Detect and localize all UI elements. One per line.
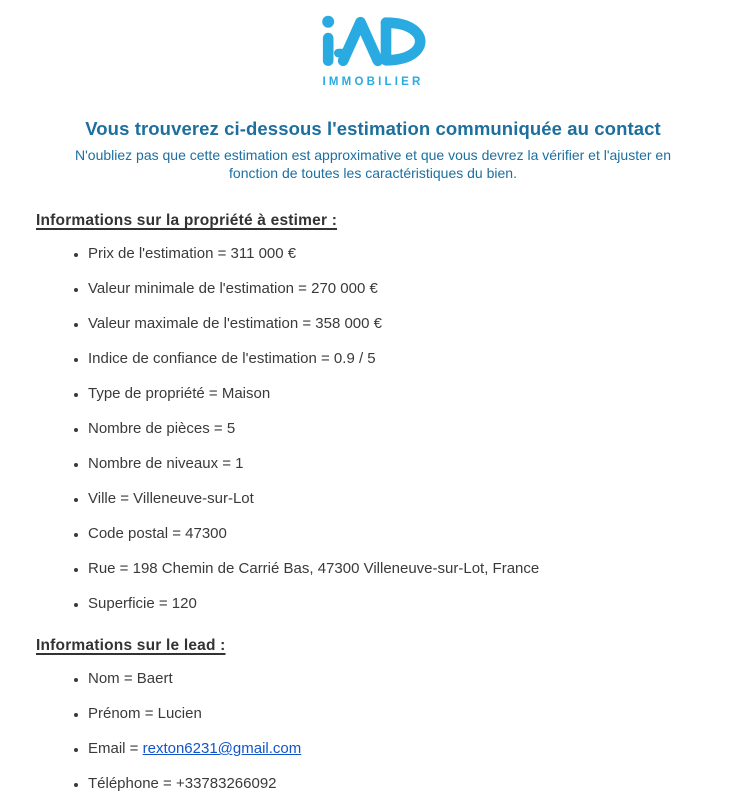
property-section-title: Informations sur la propriété à estimer : (36, 212, 338, 229)
list-item-text: Email = (88, 740, 143, 757)
list-item: • Superficie = 120 (88, 595, 710, 613)
lead-list (36, 670, 710, 793)
list-item: • Ville = Villeneuve-sur-Lot (88, 490, 710, 508)
list-item: • Nombre de niveaux = 1 (88, 455, 710, 473)
list-item: • Rue = 198 Chemin de Carrié Bas, 47300 Villeneuve-sur-Lot, France (88, 560, 710, 578)
property-info-section (36, 212, 710, 613)
list-item: • Type de propriété = Maison (88, 385, 710, 403)
email-link[interactable]: rexton6231@gmail.com (142, 740, 302, 757)
iad-logo-icon (320, 14, 426, 68)
page-subtitle: N'oubliez pas que cette estimation est approximative et que vous devrez la vérifier et l'ajuster en fonction de toutes les caractéristiques du bien. (75, 147, 671, 181)
logo (36, 12, 710, 88)
logo-subtext: IMMOBILIER (322, 76, 424, 88)
list-item (88, 705, 710, 723)
property-list (36, 245, 710, 613)
list-item: • Indice de confiance de l'estimation = 0.9 / 5 (88, 350, 710, 368)
list-item (88, 775, 710, 793)
list-item: • Code postal = 47300 (88, 525, 710, 543)
list-item (88, 670, 710, 688)
list-item (88, 740, 710, 758)
lead-info-section (36, 637, 710, 793)
lead-section-title: Informations sur le lead : (36, 637, 226, 654)
list-item: • Nombre de pièces = 5 (88, 420, 710, 438)
list-item: • Valeur maximale de l'estimation = 358 000 € (88, 315, 710, 333)
list-item: • Prix de l'estimation = 311 000 € (88, 245, 710, 263)
page-title: Vous trouverez ci-dessous l'estimation communiquée au contact (85, 118, 661, 139)
list-item-text: Nom = Baert (88, 670, 173, 687)
list-item-text: Prénom = Lucien (88, 705, 202, 722)
list-item: • Valeur minimale de l'estimation = 270 000 € (88, 280, 710, 298)
list-item-text: Téléphone = +33783266092 (88, 775, 277, 792)
